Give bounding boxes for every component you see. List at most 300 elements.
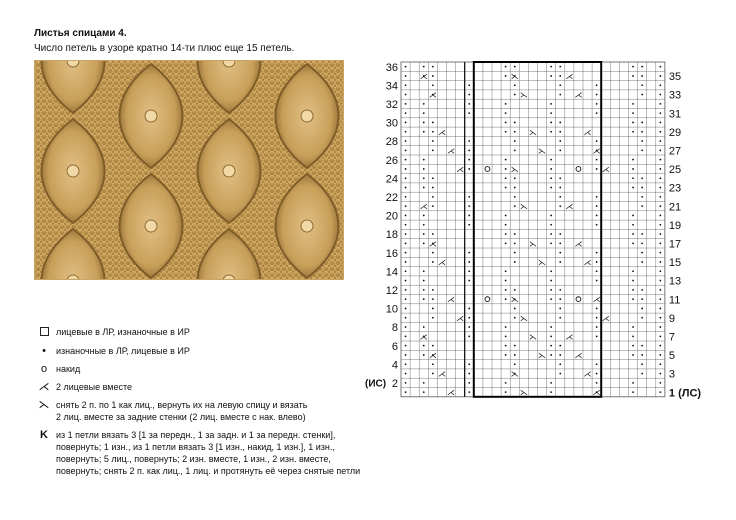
k2tog-symbol: ⋌ (601, 313, 610, 323)
row-number-label: 31 (668, 108, 682, 121)
ssk-symbol: ⋋ (519, 388, 528, 398)
purl-stitch-dot (559, 308, 561, 310)
purl-stitch-dot (405, 345, 407, 347)
purl-stitch-dot (596, 317, 598, 319)
purl-stitch-dot (550, 298, 552, 300)
purl-stitch-dot (405, 261, 407, 263)
purl-stitch-dot (659, 149, 661, 151)
dot-icon: • (42, 345, 46, 357)
purl-stitch-dot (505, 335, 507, 337)
purl-stitch-dot (659, 131, 661, 133)
k2tog-symbol: ⋌ (574, 90, 583, 100)
purl-stitch-dot (550, 159, 552, 161)
bobble-icon: K (40, 429, 48, 441)
row-number-label: 28 (385, 136, 398, 149)
purl-stitch-dot (423, 242, 425, 244)
purl-stitch-dot (559, 196, 561, 198)
purl-stitch-dot (550, 122, 552, 124)
row-number-label: 2 (391, 378, 398, 391)
row-number-label: 20 (385, 210, 398, 223)
purl-stitch-dot (505, 270, 507, 272)
purl-stitch-dot (596, 215, 598, 217)
purl-stitch-dot (596, 112, 598, 114)
k2tog-symbol: ⋌ (447, 388, 456, 398)
purl-stitch-dot (632, 289, 634, 291)
k2tog-icon: ⋌ (38, 381, 50, 393)
purl-stitch-dot (550, 131, 552, 133)
row-number-label: 5 (668, 350, 676, 363)
ssk-symbol: ⋋ (510, 369, 519, 379)
purl-stitch-dot (468, 261, 470, 263)
purl-stitch-dot (468, 317, 470, 319)
purl-stitch-dot (659, 94, 661, 96)
row-number-label: 23 (668, 182, 682, 195)
row-number-label: 33 (668, 89, 682, 102)
purl-stitch-dot (405, 326, 407, 328)
purl-stitch-dot (514, 131, 516, 133)
k2tog-symbol: ⋌ (583, 369, 592, 379)
purl-stitch-dot (632, 270, 634, 272)
purl-stitch-dot (423, 345, 425, 347)
purl-stitch-dot (641, 289, 643, 291)
purl-stitch-dot (468, 280, 470, 282)
legend-item-purl (36, 345, 366, 357)
row-number-label: 35 (668, 71, 682, 84)
legend-item-bobble (36, 429, 366, 477)
purl-stitch-dot (505, 103, 507, 105)
purl-stitch-dot (659, 298, 661, 300)
purl-stitch-dot (632, 382, 634, 384)
purl-stitch-dot (659, 373, 661, 375)
purl-stitch-dot (505, 112, 507, 114)
purl-stitch-dot (596, 252, 598, 254)
purl-stitch-dot (632, 280, 634, 282)
bobble-motif (301, 220, 313, 232)
purl-stitch-dot (405, 187, 407, 189)
purl-stitch-dot (432, 252, 434, 254)
purl-stitch-dot (505, 345, 507, 347)
purl-stitch-dot (559, 75, 561, 77)
purl-stitch-dot (632, 187, 634, 189)
legend-text-line: изнаночные в ЛР, лицевые в ИР (56, 346, 190, 356)
purl-stitch-dot (641, 122, 643, 124)
purl-stitch-dot (468, 103, 470, 105)
ssk-symbol: ⋋ (538, 146, 547, 156)
purl-stitch-dot (423, 280, 425, 282)
row-number-label: 11 (668, 294, 681, 307)
row-number-label: 19 (668, 219, 682, 232)
purl-stitch-dot (559, 149, 561, 151)
purl-stitch-dot (423, 215, 425, 217)
purl-stitch-dot (405, 335, 407, 337)
purl-stitch-dot (641, 354, 643, 356)
purl-stitch-dot (468, 335, 470, 337)
purl-stitch-dot (596, 280, 598, 282)
purl-stitch-dot (641, 75, 643, 77)
purl-stitch-dot (405, 122, 407, 124)
purl-stitch-dot (505, 382, 507, 384)
purl-stitch-dot (659, 140, 661, 142)
legend-text-line: повернуть; снять 2 п. как лиц., 1 лиц. и протянуть её через снятые петли (56, 466, 361, 476)
purl-stitch-dot (596, 363, 598, 365)
purl-stitch-dot (659, 112, 661, 114)
purl-stitch-dot (468, 270, 470, 272)
ssk-symbol: ⋋ (510, 164, 519, 174)
purl-stitch-dot (632, 224, 634, 226)
purl-stitch-dot (559, 261, 561, 263)
k2tog-symbol: ⋌ (592, 295, 601, 305)
row-number-label: 24 (385, 173, 398, 186)
row-number-label: 29 (668, 126, 682, 139)
k2tog-symbol: ⋌ (601, 164, 610, 174)
purl-stitch-dot (559, 187, 561, 189)
purl-stitch-dot (405, 112, 407, 114)
purl-stitch-dot (632, 75, 634, 77)
purl-stitch-dot (468, 196, 470, 198)
purl-stitch-dot (550, 289, 552, 291)
purl-stitch-dot (641, 131, 643, 133)
purl-stitch-dot (659, 84, 661, 86)
purl-stitch-dot (632, 66, 634, 68)
purl-stitch-dot (505, 224, 507, 226)
purl-stitch-dot (659, 261, 661, 263)
purl-stitch-dot (432, 261, 434, 263)
purl-stitch-dot (405, 168, 407, 170)
purl-stitch-dot (514, 233, 516, 235)
legend-text-line: накид (56, 364, 81, 374)
k2tog-symbol: ⋌ (428, 239, 437, 249)
wrong-side-label: (ИС) (365, 378, 387, 390)
purl-stitch-dot (505, 168, 507, 170)
purl-stitch-dot (405, 298, 407, 300)
k2tog-symbol: ⋌ (419, 71, 428, 81)
row-number-label: 14 (385, 266, 398, 279)
purl-stitch-dot (550, 335, 552, 337)
row-number-label: 18 (385, 229, 398, 242)
purl-stitch-dot (596, 84, 598, 86)
purl-stitch-dot (559, 317, 561, 319)
row-number-label: 34 (385, 80, 398, 93)
purl-stitch-dot (550, 103, 552, 105)
purl-stitch-dot (405, 149, 407, 151)
purl-stitch-dot (432, 187, 434, 189)
purl-stitch-dot (405, 159, 407, 161)
purl-stitch-dot (468, 94, 470, 96)
k2tog-symbol: ⋌ (428, 350, 437, 360)
purl-stitch-dot (641, 317, 643, 319)
row-number-label: 7 (668, 331, 676, 344)
purl-stitch-dot (632, 298, 634, 300)
purl-stitch-dot (514, 261, 516, 263)
purl-stitch-dot (505, 187, 507, 189)
purl-stitch-dot (632, 335, 634, 337)
purl-stitch-dot (559, 177, 561, 179)
bobble-motif (223, 165, 235, 177)
purl-stitch-dot (641, 233, 643, 235)
purl-stitch-dot (550, 75, 552, 77)
ssk-symbol: ⋋ (538, 350, 547, 360)
purl-stitch-dot (632, 391, 634, 393)
k2tog-symbol: ⋌ (583, 127, 592, 137)
purl-stitch-dot (641, 205, 643, 207)
k2tog-symbol: ⋌ (456, 164, 465, 174)
purl-stitch-dot (641, 149, 643, 151)
purl-stitch-dot (659, 280, 661, 282)
purl-stitch-dot (596, 205, 598, 207)
row-number-label: 10 (385, 303, 398, 316)
purl-stitch-dot (432, 205, 434, 207)
k2tog-symbol: ⋌ (419, 202, 428, 212)
purl-stitch-dot (514, 94, 516, 96)
k2tog-symbol: ⋌ (574, 239, 583, 249)
purl-stitch-dot (659, 122, 661, 124)
k2tog-symbol: ⋌ (565, 332, 574, 342)
row-number-label: 17 (668, 238, 682, 251)
legend-text-line: лицевые в ЛР, изнаночные в ИР (56, 327, 190, 337)
purl-stitch-dot (659, 224, 661, 226)
purl-stitch-dot (468, 224, 470, 226)
purl-stitch-dot (505, 122, 507, 124)
purl-stitch-dot (659, 326, 661, 328)
legend-item-yarn-over (36, 363, 366, 375)
ssk-symbol: ⋋ (528, 332, 537, 342)
purl-stitch-dot (550, 345, 552, 347)
legend-item-knit (36, 326, 366, 339)
ssk-symbol: ⋋ (519, 90, 528, 100)
k2tog-symbol: ⋌ (565, 71, 574, 81)
purl-stitch-dot (423, 382, 425, 384)
purl-stitch-dot (550, 270, 552, 272)
ssk-symbol: ⋋ (510, 295, 519, 305)
purl-stitch-dot (514, 84, 516, 86)
purl-stitch-dot (405, 308, 407, 310)
purl-stitch-dot (432, 149, 434, 151)
purl-stitch-dot (550, 187, 552, 189)
purl-stitch-dot (423, 224, 425, 226)
purl-stitch-dot (432, 317, 434, 319)
row-number-label: 15 (668, 257, 682, 270)
purl-stitch-dot (432, 373, 434, 375)
k2tog-symbol: ⋌ (565, 202, 574, 212)
purl-stitch-dot (432, 75, 434, 77)
k2tog-symbol: ⋌ (583, 257, 592, 267)
purl-stitch-dot (632, 345, 634, 347)
purl-stitch-dot (550, 168, 552, 170)
purl-stitch-dot (632, 131, 634, 133)
row-number-label: 36 (385, 61, 398, 74)
purl-stitch-dot (659, 289, 661, 291)
purl-stitch-dot (405, 103, 407, 105)
purl-stitch-dot (423, 326, 425, 328)
document-subtitle: Число петель в узоре кратно 14-ти плюс еще 15 петель. (34, 43, 295, 54)
purl-stitch-dot (468, 159, 470, 161)
purl-stitch-dot (423, 103, 425, 105)
purl-stitch-dot (514, 289, 516, 291)
purl-stitch-dot (505, 66, 507, 68)
purl-stitch-dot (432, 345, 434, 347)
purl-stitch-dot (659, 382, 661, 384)
purl-stitch-dot (505, 177, 507, 179)
purl-stitch-dot (514, 140, 516, 142)
purl-stitch-dot (659, 270, 661, 272)
row-number-label: 32 (385, 99, 398, 112)
purl-stitch-dot (632, 326, 634, 328)
purl-stitch-dot (659, 354, 661, 356)
k2tog-symbol: ⋌ (428, 90, 437, 100)
purl-stitch-dot (632, 112, 634, 114)
purl-stitch-dot (468, 373, 470, 375)
purl-stitch-dot (514, 354, 516, 356)
purl-stitch-dot (423, 391, 425, 393)
purl-stitch-dot (514, 252, 516, 254)
bobble-motif (67, 165, 79, 177)
purl-stitch-dot (559, 252, 561, 254)
purl-stitch-dot (405, 252, 407, 254)
purl-stitch-dot (659, 215, 661, 217)
purl-stitch-dot (468, 149, 470, 151)
purl-stitch-dot (468, 308, 470, 310)
purl-stitch-dot (596, 140, 598, 142)
ssk-symbol: ⋋ (519, 202, 528, 212)
empty-square-icon (36, 326, 52, 339)
purl-stitch-dot (514, 177, 516, 179)
row-number-label: 16 (385, 247, 398, 260)
purl-stitch-dot (514, 122, 516, 124)
legend-text-line: снять 2 п. по 1 как лиц., вернуть их на левую спицу и вязать (56, 400, 308, 410)
purl-stitch-dot (550, 354, 552, 356)
purl-stitch-dot (596, 373, 598, 375)
purl-stitch-dot (432, 140, 434, 142)
purl-stitch-dot (659, 75, 661, 77)
ssk-symbol: ⋋ (538, 257, 547, 267)
purl-stitch-dot (641, 187, 643, 189)
purl-stitch-dot (423, 159, 425, 161)
purl-stitch-dot (659, 177, 661, 179)
purl-stitch-dot (659, 159, 661, 161)
legend (36, 326, 366, 483)
purl-stitch-dot (432, 177, 434, 179)
row-number-label: 21 (668, 201, 682, 214)
purl-stitch-dot (468, 140, 470, 142)
purl-stitch-dot (641, 345, 643, 347)
purl-stitch-dot (596, 196, 598, 198)
purl-stitch-dot (432, 233, 434, 235)
purl-stitch-dot (505, 298, 507, 300)
purl-stitch-dot (596, 103, 598, 105)
purl-stitch-dot (514, 205, 516, 207)
purl-stitch-dot (559, 205, 561, 207)
purl-stitch-dot (405, 66, 407, 68)
purl-stitch-dot (432, 298, 434, 300)
row-number-label: 9 (668, 312, 676, 325)
purl-stitch-dot (659, 242, 661, 244)
purl-stitch-dot (632, 159, 634, 161)
purl-stitch-dot (550, 112, 552, 114)
document-title: Листья спицами 4. (34, 28, 127, 39)
purl-stitch-dot (405, 140, 407, 142)
k2tog-symbol: ⋌ (456, 313, 465, 323)
purl-stitch-dot (632, 215, 634, 217)
legend-text-line: 2 лицевые вместе (56, 382, 132, 392)
purl-stitch-dot (505, 391, 507, 393)
row-number-label: 4 (391, 359, 398, 372)
purl-stitch-dot (596, 224, 598, 226)
purl-stitch-dot (432, 66, 434, 68)
row-number-label: 6 (391, 340, 398, 353)
purl-stitch-dot (405, 215, 407, 217)
purl-stitch-dot (596, 159, 598, 161)
purl-stitch-dot (641, 84, 643, 86)
purl-stitch-dot (641, 66, 643, 68)
purl-stitch-dot (514, 187, 516, 189)
k2tog-symbol: ⋌ (437, 127, 446, 137)
purl-stitch-dot (423, 270, 425, 272)
purl-stitch-dot (468, 215, 470, 217)
purl-stitch-dot (514, 196, 516, 198)
purl-stitch-dot (505, 131, 507, 133)
purl-stitch-dot (514, 308, 516, 310)
purl-stitch-dot (505, 75, 507, 77)
purl-stitch-dot (423, 177, 425, 179)
purl-stitch-dot (550, 215, 552, 217)
k2tog-symbol: ⋌ (437, 257, 446, 267)
k2tog-symbol: ⋌ (592, 388, 601, 398)
purl-stitch-dot (514, 149, 516, 151)
row-number-label: 22 (385, 192, 398, 205)
purl-stitch-dot (505, 242, 507, 244)
purl-stitch-dot (596, 326, 598, 328)
purl-stitch-dot (659, 308, 661, 310)
purl-stitch-dot (405, 391, 407, 393)
k2tog-symbol: ⋌ (574, 350, 583, 360)
purl-stitch-dot (432, 131, 434, 133)
purl-stitch-dot (659, 233, 661, 235)
purl-stitch-dot (641, 252, 643, 254)
ssk-icon: ⋋ (38, 399, 50, 411)
purl-stitch-dot (596, 335, 598, 337)
purl-stitch-dot (559, 363, 561, 365)
purl-stitch-dot (559, 345, 561, 347)
purl-stitch-dot (423, 233, 425, 235)
purl-stitch-dot (505, 289, 507, 291)
purl-stitch-dot (596, 270, 598, 272)
legend-item-k2tog (36, 381, 366, 393)
purl-stitch-dot (659, 335, 661, 337)
purl-stitch-dot (559, 84, 561, 86)
purl-stitch-dot (596, 94, 598, 96)
purl-stitch-dot (596, 382, 598, 384)
purl-stitch-dot (405, 242, 407, 244)
purl-stitch-dot (659, 345, 661, 347)
purl-stitch-dot (432, 122, 434, 124)
purl-stitch-dot (550, 233, 552, 235)
purl-stitch-dot (559, 122, 561, 124)
purl-stitch-dot (659, 168, 661, 170)
purl-stitch-dot (641, 308, 643, 310)
purl-stitch-dot (405, 75, 407, 77)
purl-stitch-dot (432, 196, 434, 198)
purl-stitch-dot (559, 94, 561, 96)
yarn-over-icon: o (40, 363, 48, 375)
purl-stitch-dot (641, 298, 643, 300)
purl-stitch-dot (550, 224, 552, 226)
k2tog-symbol: ⋌ (419, 332, 428, 342)
purl-stitch-dot (550, 280, 552, 282)
ssk-symbol: ⋋ (528, 239, 537, 249)
purl-stitch-dot (423, 66, 425, 68)
purl-stitch-dot (596, 261, 598, 263)
row-number-label: 30 (385, 117, 398, 130)
